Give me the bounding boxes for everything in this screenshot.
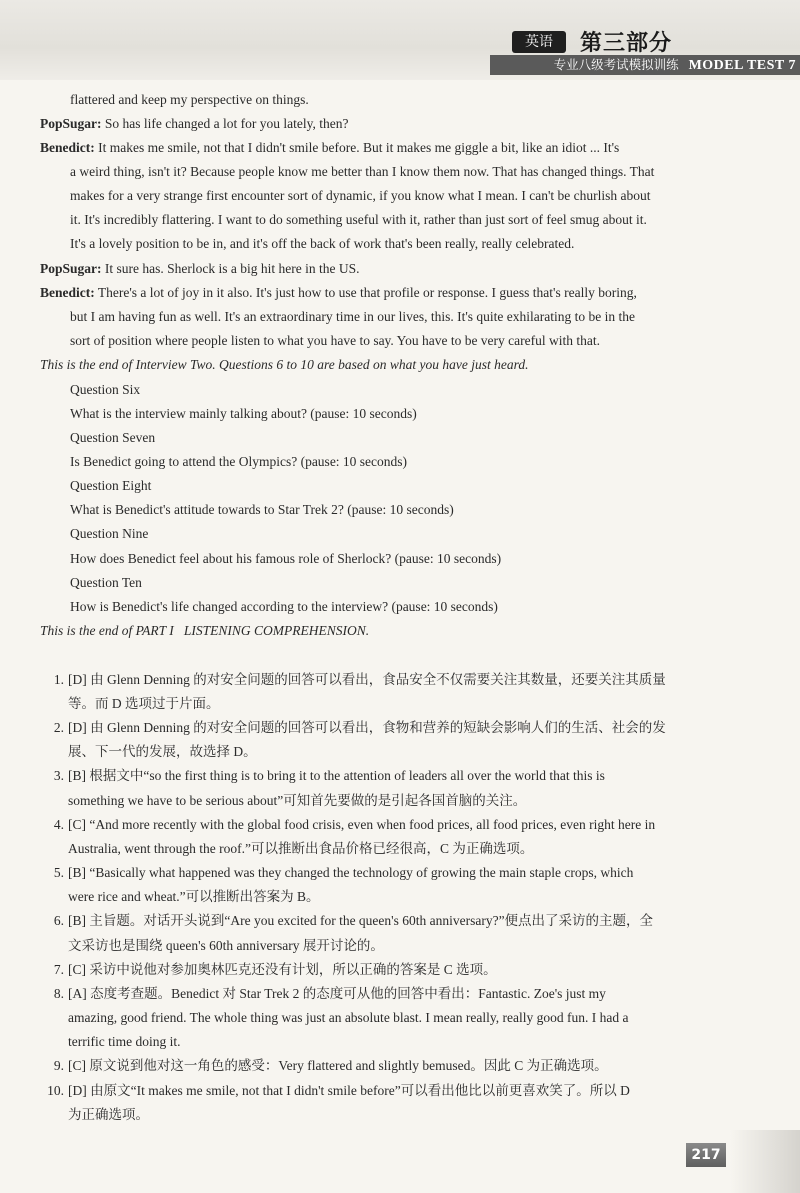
answer-number: 3. (53, 768, 64, 783)
answer-line: 等。而 D 选项过于片面。 (68, 696, 220, 711)
question-heading: Question Nine (70, 526, 149, 541)
answer-line: [C] 采访中说他对参加奥林匹克还没有计划，所以正确的答案是 C 选项。 (68, 962, 497, 977)
speaker-text: So has life changed a lot for you lately, then? (101, 116, 349, 131)
speaker-name: Benedict: (40, 140, 95, 155)
transcript-line: It's a lovely position to be in, and it's off the back of work that's been really, really celebrated. (70, 236, 575, 251)
test-title: MODEL TEST 7 (688, 58, 796, 73)
speaker-name: PopSugar: (40, 116, 102, 131)
question-text: What is the interview mainly talking about? (pause: 10 seconds) (70, 406, 417, 421)
answer-number: 5. (53, 865, 64, 880)
question-text: How is Benedict's life changed according to the interview? (pause: 10 seconds) (70, 599, 498, 614)
speaker-turn (40, 281, 637, 305)
answer-line: amazing, good friend. The whole thing was just an absolute blast. I mean really, really good fun. I had a (68, 1010, 629, 1025)
answer-number: 9. (53, 1058, 64, 1073)
speaker-turn (40, 136, 619, 160)
speaker-text: It makes me smile, not that I didn't smile before. But it makes me giggle a bit, like an idiot ... It's (94, 140, 620, 155)
part-title: 第三部分 (580, 31, 673, 56)
speaker-text: There's a lot of joy in it also. It's just how to use that profile or response. I guess that's really boring, (94, 285, 637, 300)
speaker-name: PopSugar: (40, 261, 102, 276)
speaker-name: Benedict: (40, 285, 95, 300)
answer-line: [D] 由 Glenn Denning 的对安全问题的回答可以看出，食品安全不仅需要关注其数量，还要关注其质量 (68, 672, 666, 687)
answer-number: 2. (53, 720, 64, 735)
answer-line: Australia, went through the roof.”可以推断出食品价格已经很高，C 为正确选项。 (68, 841, 534, 856)
header-subtitle (500, 56, 796, 74)
transcript-line: flattered and keep my perspective on things. (70, 92, 309, 107)
question-heading: Question Six (70, 382, 141, 397)
answer-number: 1. (53, 672, 64, 687)
answer-line: [C] 原文说到他对这一角色的感受：Very flattered and slightly bemused。因此 C 为正确选项。 (68, 1058, 608, 1073)
answer-line: [C] “And more recently with the global food crisis, even when food prices, all food prices, even right here in (68, 817, 656, 832)
part-end-note: This is the end of PART I LISTENING COMPREHENSION. (40, 623, 370, 638)
answer-line: terrific time doing it. (68, 1034, 181, 1049)
answer-line: something we have to be serious about”可知首先要做的是引起各国首脑的关注。 (68, 793, 527, 808)
subject-badge: 英语 (512, 31, 566, 53)
question-text: Is Benedict going to attend the Olympics? (pause: 10 seconds) (70, 454, 408, 469)
answer-line: 为正确选项。 (68, 1107, 149, 1122)
answer-line: [D] 由原文“It makes me smile, not that I didn't smile before”可以看出他比以前更喜欢笑了。所以 D (68, 1083, 630, 1098)
answer-number: 7. (53, 962, 64, 977)
answer-line: were rice and wheat.”可以推断出答案为 B。 (68, 889, 320, 904)
question-heading: Question Eight (70, 478, 152, 493)
answer-line: 文采访也是围绕 queen's 60th anniversary 展开讨论的。 (68, 938, 384, 953)
question-text: What is Benedict's attitude towards to Star Trek 2? (pause: 10 seconds) (70, 502, 454, 517)
answer-line: [B] “Basically what happened was they changed the technology of growing the main staple crops, which (68, 865, 634, 880)
answer-line: [B] 根据文中“so the first thing is to bring it to the attention of leaders all over the world that this is (68, 768, 605, 783)
page-edge-shadow (730, 1130, 800, 1193)
section-end-note: This is the end of Interview Two. Questions 6 to 10 are based on what you have just heard. (40, 357, 529, 372)
transcript-line: but I am having fun as well. It's an extraordinary time in our lives, this. It's quite exhilarating to be in the (70, 309, 635, 324)
answer-line: [B] 主旨题。对话开头说到“Are you excited for the queen's 60th anniversary?”便点出了采访的主题，全 (68, 913, 654, 928)
transcript-line: a weird thing, isn't it? Because people know me better than I know them now. That has changed things. That (70, 164, 655, 179)
answer-number: 6. (53, 913, 64, 928)
answer-line: [D] 由 Glenn Denning 的对安全问题的回答可以看出，食物和营养的短缺会影响人们的生活、社会的发 (68, 720, 666, 735)
subtitle-text: 专业八级考试模拟训练 (553, 57, 679, 72)
transcript-line: it. It's incredibly flattering. I want to do something useful with it, rather than just sort of feel smug about it. (70, 212, 647, 227)
question-heading: Question Seven (70, 430, 156, 445)
answer-number: 4. (53, 817, 64, 832)
answer-line: 展、下一代的发展，故选择 D。 (68, 744, 257, 759)
speaker-turn (40, 112, 348, 136)
transcript-line: sort of position where people listen to what you have to say. You have to be very careful with that. (70, 333, 601, 348)
answer-number: 10. (47, 1083, 64, 1098)
question-heading: Question Ten (70, 575, 142, 590)
speaker-text: It sure has. Sherlock is a big hit here in the US. (101, 261, 360, 276)
question-text: How does Benedict feel about his famous role of Sherlock? (pause: 10 seconds) (70, 551, 502, 566)
transcript-line: makes for a very strange first encounter sort of dynamic, if you know what I mean. I can't be churlish about (70, 188, 651, 203)
speaker-turn (40, 257, 359, 281)
answer-line: [A] 态度考查题。Benedict 对 Star Trek 2 的态度可从他的回答中看出：Fantastic. Zoe's just my (68, 986, 606, 1001)
answer-number: 8. (53, 986, 64, 1001)
page-number: 217 (686, 1143, 726, 1167)
